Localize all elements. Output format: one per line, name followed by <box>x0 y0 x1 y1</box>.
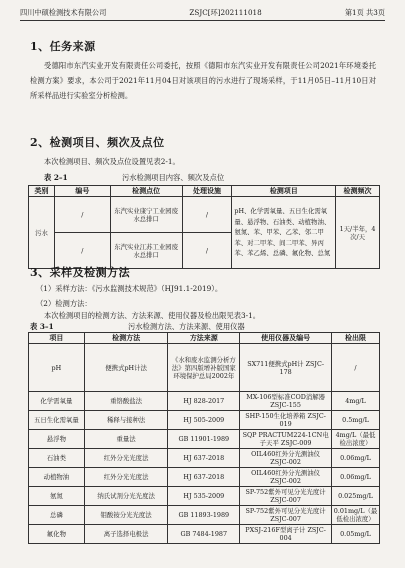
item-cell: 五日生化需氧量 <box>29 411 85 430</box>
limit-cell: 0.01mg/L（最低检出浓度） <box>332 506 380 525</box>
number-cell: / <box>54 233 110 269</box>
source-cell: HJ 637-2018 <box>168 468 240 487</box>
instrument-cell: SQP PRACTUM224-1CN电子天平 ZSJC-009 <box>240 430 332 449</box>
item-cell: 悬浮物 <box>29 430 85 449</box>
source-cell: HJ 637-2018 <box>168 449 240 468</box>
limit-cell: 0.05mg/L <box>332 525 380 544</box>
table-2-1-number: 表 2–1 <box>44 173 68 182</box>
source-cell: HJ 828-2017 <box>168 392 240 411</box>
table-2-1-title: 污水检测项目内容、频次及点位 <box>121 173 225 182</box>
source-cell: 《水和废水监测分析方法》第四版增补版国家环境保护总局2002年 <box>168 344 240 392</box>
table-2-1-header-cell: 检测项目 <box>232 186 336 197</box>
table-2-1-header-cell: 检测频次 <box>336 186 380 197</box>
sampling-method: （1）采样方法：《污水监测技术规范》（HJ91.1-2019）。 <box>36 284 223 293</box>
facility-cell: / <box>182 233 232 269</box>
table-3-1-body <box>29 344 380 544</box>
section-1-text: 受德阳市东汽实业开发有限责任公司委托，按照《德阳市东汽实业开发有限责任公司2021年环境委托检测方案》要求，本公司于2021年11月04日对该项目的污水进行了现场采样，于11月05日–11月10日对所采样品进行实验室分析检测。 <box>30 61 376 100</box>
instrument-cell: SX711便携式pH计 ZSJC-178 <box>240 344 332 392</box>
method-cell: 稀释与接种法 <box>84 411 168 430</box>
table-row <box>29 430 380 449</box>
item-cell: pH <box>29 344 85 392</box>
header-company: 四川中硕检测技术有限公司 <box>20 8 107 17</box>
page-header <box>20 6 385 21</box>
testing-method-label: （2）检测方法： <box>36 299 92 308</box>
limit-cell: 0.06mg/L <box>332 449 380 468</box>
header-page-number: 第1页 共3页 <box>344 8 385 17</box>
method-cell: 红外分光光度法 <box>84 468 168 487</box>
item-cell: 石油类 <box>29 449 85 468</box>
item-cell: 氟化物 <box>29 525 85 544</box>
category-cell: 污水 <box>29 197 55 269</box>
source-cell: GB 11893-1989 <box>168 506 240 525</box>
items-cell: pH、化学需氧量、五日生化需氧量、悬浮物、石油类、动植物油、氨氮、苯、甲苯、乙苯、邻二甲苯、对二甲苯、间二甲苯、异丙苯、苯乙烯、总磷、氟化物、总氮 <box>232 197 336 269</box>
number-cell: / <box>54 197 110 233</box>
limit-cell: 0.5mg/L <box>332 411 380 430</box>
source-cell: HJ 505-2009 <box>168 411 240 430</box>
table-2-1-header-cell: 类别 <box>29 186 55 197</box>
instrument-cell: SP-752紫外可见分光光度计 ZSJC-007 <box>240 487 332 506</box>
table-row <box>29 506 380 525</box>
table-2-1-header-cell: 检测点位 <box>110 186 182 197</box>
limit-cell: / <box>332 344 380 392</box>
method-cell: 红外分光光度法 <box>84 449 168 468</box>
section-2-intro: 本次检测项目、频次及点位设置见表2-1。 <box>44 157 180 166</box>
table-row <box>29 468 380 487</box>
section-1-title: 1、任务来源 <box>30 40 96 53</box>
method-cell: 钼酸铵分光光度法 <box>84 506 168 525</box>
limit-cell: 0.06mg/L <box>332 468 380 487</box>
method-cell: 重量法 <box>84 430 168 449</box>
instrument-cell: SHP-150生化培养箱 ZSJC-019 <box>240 411 332 430</box>
method-cell: 离子选择电极法 <box>84 525 168 544</box>
item-cell: 氨氮 <box>29 487 85 506</box>
instrument-cell: OIL460红外分光测油仪 ZSJC-002 <box>240 468 332 487</box>
table-row <box>29 449 380 468</box>
table-3-1-caption <box>30 321 245 332</box>
table-row <box>29 411 380 430</box>
point-cell: 东汽实业康宁工业园废水总排口 <box>110 197 182 233</box>
item-cell: 化学需氧量 <box>29 392 85 411</box>
method-cell: 重铬酸盐法 <box>84 392 168 411</box>
table-row <box>29 392 380 411</box>
method-cell: 便携式pH计法 <box>84 344 168 392</box>
instrument-cell: OIL460红外分光测油仪 ZSJC-002 <box>240 449 332 468</box>
table-3-1-header-cell: 检出限 <box>332 333 380 344</box>
frequency-cell: 1天/半年，4次/天 <box>336 197 380 269</box>
facility-cell: / <box>182 197 232 233</box>
table-row <box>29 487 380 506</box>
table-3-1-header-cell: 使用仪器及编号 <box>240 333 332 344</box>
table-row <box>29 525 380 544</box>
table-3-1-number: 表 3–1 <box>30 322 54 331</box>
section-3-intro: 本次检测项目的检测方法、方法来源、使用仪器及检出限见表3-1。 <box>44 311 261 320</box>
section-3-title: 3、采样及检测方法 <box>30 266 131 279</box>
instrument-cell: SP-752紫外可见分光光度计 ZSJC-007 <box>240 506 332 525</box>
limit-cell: 0.025mg/L <box>332 487 380 506</box>
item-cell: 总磷 <box>29 506 85 525</box>
table-2-1-header-cell: 编号 <box>54 186 110 197</box>
source-cell: GB 11901-1989 <box>168 430 240 449</box>
table-3-1-header-cell: 检测方法 <box>84 333 168 344</box>
method-cell: 纳氏试剂分光光度法 <box>84 487 168 506</box>
table-row <box>29 344 380 392</box>
table-2-1-header-cell: 处理设施 <box>182 186 232 197</box>
header-report-number: ZSJC[环]202111018 <box>189 8 262 17</box>
limit-cell: 4mg/L <box>332 392 380 411</box>
source-cell: HJ 535-2009 <box>168 487 240 506</box>
limit-cell: 4mg/L（最低检出浓度） <box>332 430 380 449</box>
table-3-1 <box>28 332 380 544</box>
instrument-cell: MX-106型标准COD消解器 ZSJC-155 <box>240 392 332 411</box>
table-3-1-header-cell: 方法来源 <box>168 333 240 344</box>
instrument-cell: PXSJ-216F型离子计 ZSJC-004 <box>240 525 332 544</box>
point-cell: 东汽实业江苏工业园废水总排口 <box>110 233 182 269</box>
source-cell: GB 7484-1987 <box>168 525 240 544</box>
table-3-1-title: 污水检测方法、方法来源、使用仪器 <box>127 322 245 331</box>
item-cell: 动植物油 <box>29 468 85 487</box>
table-3-1-header-cell: 项目 <box>29 333 85 344</box>
table-3-1-header-row <box>29 333 380 344</box>
section-2-title: 2、检测项目、频次及点位 <box>30 136 165 149</box>
